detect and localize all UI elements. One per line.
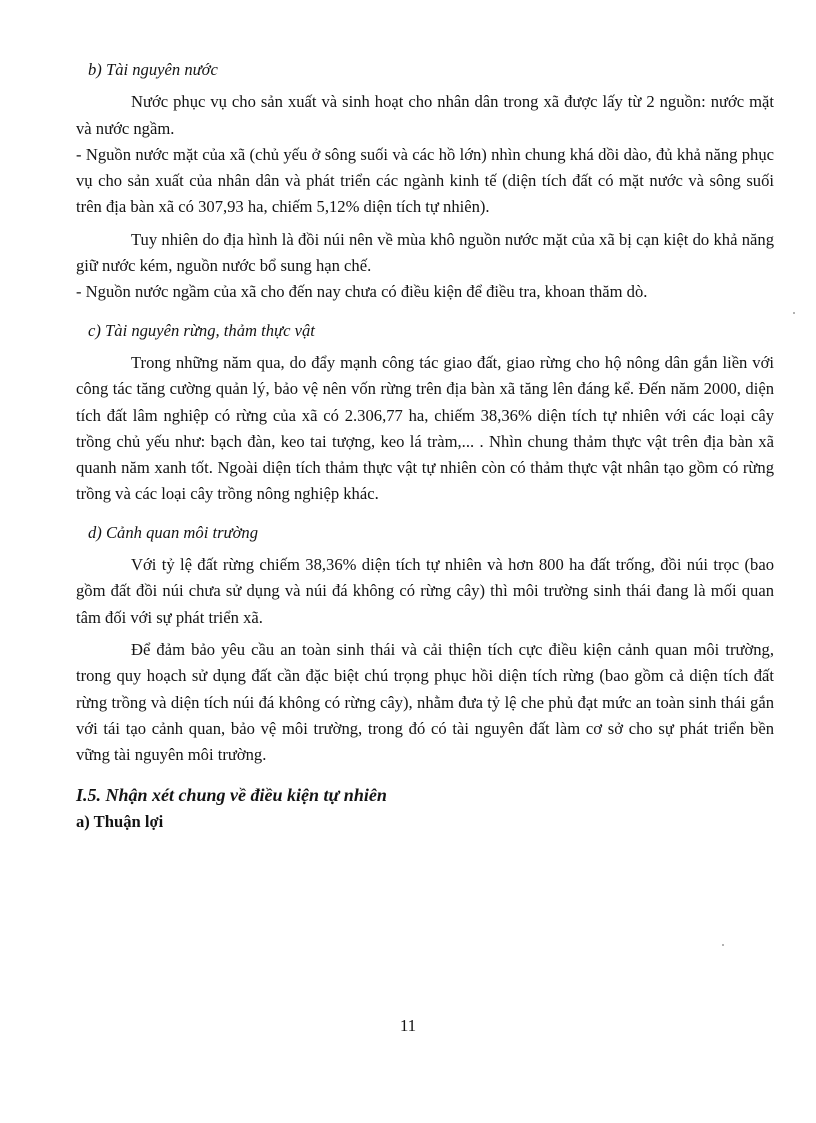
- water-surface-bullet: - Nguồn nước mặt của xã (chủ yếu ở sông suối và các hồ lớn) nhìn chung khá dồi dào, đủ khả năng phục vụ cho sản xuất của nhân dân và phát triển các ngành kinh tế (diện tích đất có mặt nước và sông suối trên địa bàn xã có 307,93 ha, chiếm 5,12% diện tích tự nhiên).: [76, 144, 774, 217]
- section-heading-natural-conditions: I.5. Nhận xét chung về điều kiện tự nhiên: [76, 785, 387, 806]
- page-content: [76, 57, 774, 835]
- landscape-paragraph-1: Với tỷ lệ đất rừng chiếm 38,36% diện tích tự nhiên và hơn 800 ha đất trống, đồi núi trọc (bao gồm đất đồi núi chưa sử dụng và núi đá không có rừng cây) thì môi trường sinh thái đang là mối quan tâm đối với sự phát triển xã.: [76, 555, 774, 627]
- forest-paragraph: Trong những năm qua, do đẩy mạnh công tác giao đất, giao rừng cho hộ nông dân gắn liền với công tác tăng cường quản lý, bảo vệ nên vốn rừng trên địa bàn xã tăng lên đáng kể. Đến năm 2000, diện tích đất lâm nghiệp có rừng của xã có 2.306,77 ha, chiếm 38,36% diện tích tự nhiên với các loại cây trồng chủ yếu như: bạch đàn, keo tai tượng, keo lá tràm,... . Nhìn chung thảm thực vật trên địa bàn xã quanh năm xanh tốt. Ngoài diện tích thảm thực vật tự nhiên còn có thảm thực vật nhân tạo gồm có rừng trồng và các loại cây trồng nông nghiệp khác.: [76, 352, 774, 504]
- water-paragraph-1: Nước phục vụ cho sản xuất và sinh hoạt cho nhân dân trong xã được lấy từ 2 nguồn: nước mặt và nước ngầm.: [76, 92, 774, 138]
- landscape-heading: d) Cảnh quan môi trường: [88, 522, 259, 542]
- advantages-subheading: a) Thuận lợi: [76, 811, 164, 831]
- scan-speck: [793, 312, 795, 314]
- scan-speck: [722, 944, 724, 946]
- landscape-paragraph-2: Để đảm bảo yêu cầu an toàn sinh thái và cải thiện tích cực điều kiện cảnh quan môi trường, trong quy hoạch sử dụng đất cần đặc biệt chú trọng phục hồi diện tích rừng (bao gồm cả diện tích đất rừng trồng và diện tích núi đá không có rừng cây), nhằm đưa tỷ lệ che phủ đạt mức an toàn sinh thái gắn với tái tạo cảnh quan, bảo vệ môi trường, trong đó có tài nguyên đất làm cơ sở cho sự phát triển bền vững tài nguyên môi trường.: [76, 639, 774, 765]
- forest-resources-heading: c) Tài nguyên rừng, thảm thực vật: [88, 320, 315, 340]
- water-paragraph-3: Tuy nhiên do địa hình là đồi núi nên về mùa khô nguồn nước mặt của xã bị cạn kiệt do khả năng giữ nước kém, nguồn nước bổ sung hạn chế.: [76, 229, 774, 276]
- page-number: 11: [399, 1016, 417, 1035]
- water-resources-heading: b) Tài nguyên nước: [88, 60, 218, 79]
- water-ground-bullet: - Nguồn nước ngầm của xã cho đến nay chưa có điều kiện để điều tra, khoan thăm dò.: [76, 282, 648, 302]
